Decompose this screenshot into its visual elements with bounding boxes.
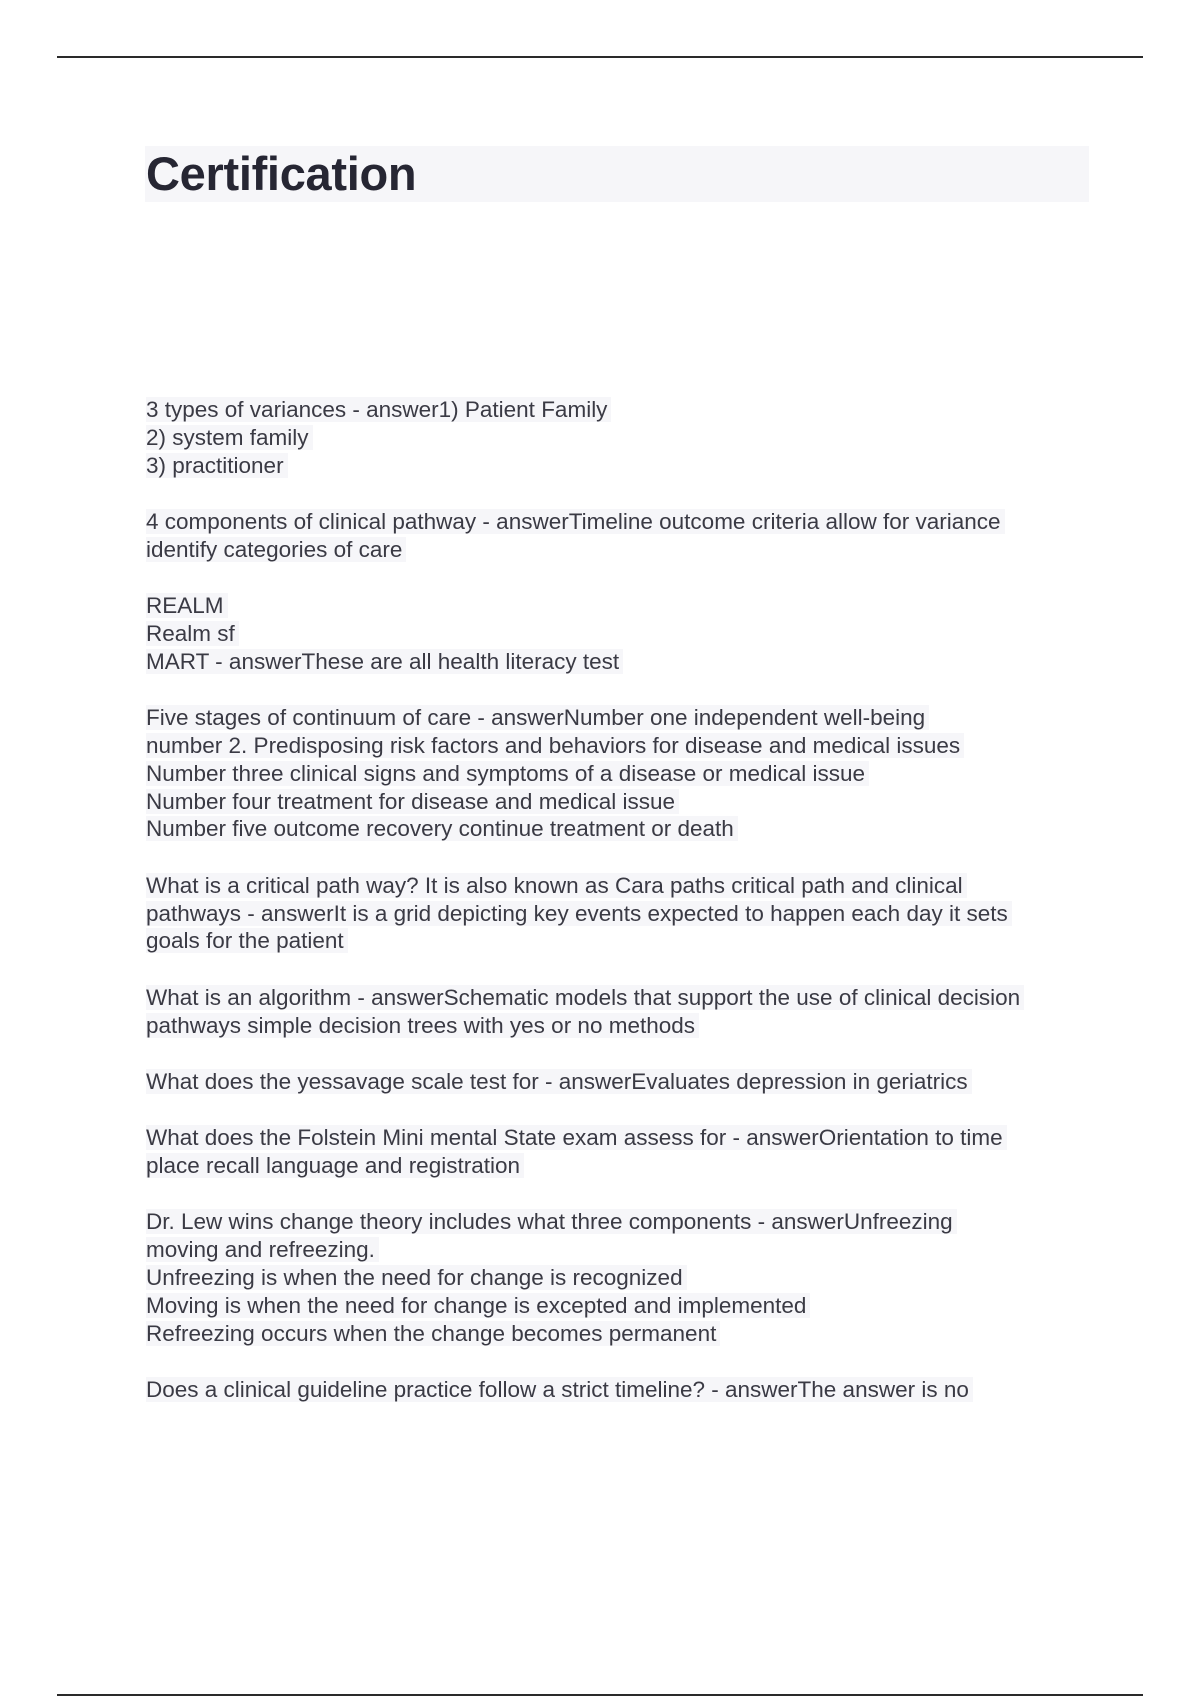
qa-line-text: What is a critical path way? It is also known as Cara paths critical path and clinical xyxy=(146,873,967,898)
qa-line-text: Number five outcome recovery continue treatment or death xyxy=(146,816,738,841)
qa-entry xyxy=(146,396,1090,479)
qa-line xyxy=(146,984,1090,1012)
qa-line-text: number 2. Predisposing risk factors and behaviors for disease and medical issues xyxy=(146,733,964,758)
qa-line-text: Refreezing occurs when the change becomes permanent xyxy=(146,1321,720,1346)
qa-line-text: What does the yessavage scale test for - answerEvaluates depression in geriatrics xyxy=(146,1069,972,1094)
qa-entry xyxy=(146,872,1090,955)
page-title: Certification xyxy=(146,147,417,200)
qa-line xyxy=(146,1012,1090,1040)
qa-line-text: Number three clinical signs and symptoms of a disease or medical issue xyxy=(146,761,869,786)
qa-line xyxy=(146,872,1090,900)
qa-line-text: 3) practitioner xyxy=(146,453,288,478)
bottom-rule xyxy=(57,1694,1143,1696)
qa-line xyxy=(146,732,1090,760)
qa-line-text: Moving is when the need for change is excepted and implemented xyxy=(146,1293,810,1318)
qa-line-text: Dr. Lew wins change theory includes what three components - answerUnfreezing xyxy=(146,1209,957,1234)
qa-line-text: 3 types of variances - answer1) Patient Family xyxy=(146,397,611,422)
qa-line xyxy=(146,508,1090,536)
qa-line xyxy=(146,900,1090,928)
qa-line xyxy=(146,1376,1090,1404)
qa-line-text: moving and refreezing. xyxy=(146,1237,379,1262)
qa-line xyxy=(146,1264,1090,1292)
qa-line-text: goals for the patient xyxy=(146,928,348,953)
qa-line xyxy=(146,1236,1090,1264)
qa-line xyxy=(146,1152,1090,1180)
qa-line xyxy=(146,396,1090,424)
qa-line-text: Realm sf xyxy=(146,621,239,646)
qa-line-text: pathways - answerIt is a grid depicting key events expected to happen each day it sets xyxy=(146,901,1012,926)
qa-line xyxy=(146,452,1090,480)
qa-line-text: Unfreezing is when the need for change is recognized xyxy=(146,1265,687,1290)
qa-line-text: identify categories of care xyxy=(146,537,406,562)
qa-line xyxy=(146,1292,1090,1320)
qa-line xyxy=(146,927,1090,955)
qa-line xyxy=(146,648,1090,676)
qa-line xyxy=(146,1208,1090,1236)
qa-line-text: 2) system family xyxy=(146,425,313,450)
qa-line xyxy=(146,592,1090,620)
qa-line xyxy=(146,704,1090,732)
qa-line-text: place recall language and registration xyxy=(146,1153,524,1178)
qa-line-text: pathways simple decision trees with yes or no methods xyxy=(146,1013,699,1038)
top-rule xyxy=(57,56,1143,58)
qa-line-text: 4 components of clinical pathway - answerTimeline outcome criteria allow for variance xyxy=(146,509,1005,534)
qa-line-text: Number four treatment for disease and medical issue xyxy=(146,789,679,814)
qa-entry xyxy=(146,1208,1090,1347)
qa-entry xyxy=(146,1376,1090,1404)
qa-line-text: What does the Folstein Mini mental State exam assess for - answerOrientation to time xyxy=(146,1125,1007,1150)
qa-line-text: Five stages of continuum of care - answerNumber one independent well-being xyxy=(146,705,929,730)
qa-entry xyxy=(146,1124,1090,1180)
qa-entry xyxy=(146,704,1090,843)
qa-line xyxy=(146,1068,1090,1096)
qa-line-text: REALM xyxy=(146,593,228,618)
qa-line xyxy=(146,1124,1090,1152)
qa-line xyxy=(146,536,1090,564)
qa-line xyxy=(146,788,1090,816)
qa-line xyxy=(146,1320,1090,1348)
qa-line-text: MART - answerThese are all health literacy test xyxy=(146,649,623,674)
qa-entry xyxy=(146,1068,1090,1096)
qa-entry xyxy=(146,592,1090,675)
qa-line xyxy=(146,424,1090,452)
qa-entry xyxy=(146,508,1090,564)
qa-line xyxy=(146,760,1090,788)
qa-entry xyxy=(146,984,1090,1040)
qa-line xyxy=(146,620,1090,648)
qa-line xyxy=(146,815,1090,843)
qa-line-text: Does a clinical guideline practice follow a strict timeline? - answerThe answer is no xyxy=(146,1377,973,1402)
qa-content xyxy=(146,396,1090,1432)
qa-line-text: What is an algorithm - answerSchematic models that support the use of clinical decision xyxy=(146,985,1024,1010)
